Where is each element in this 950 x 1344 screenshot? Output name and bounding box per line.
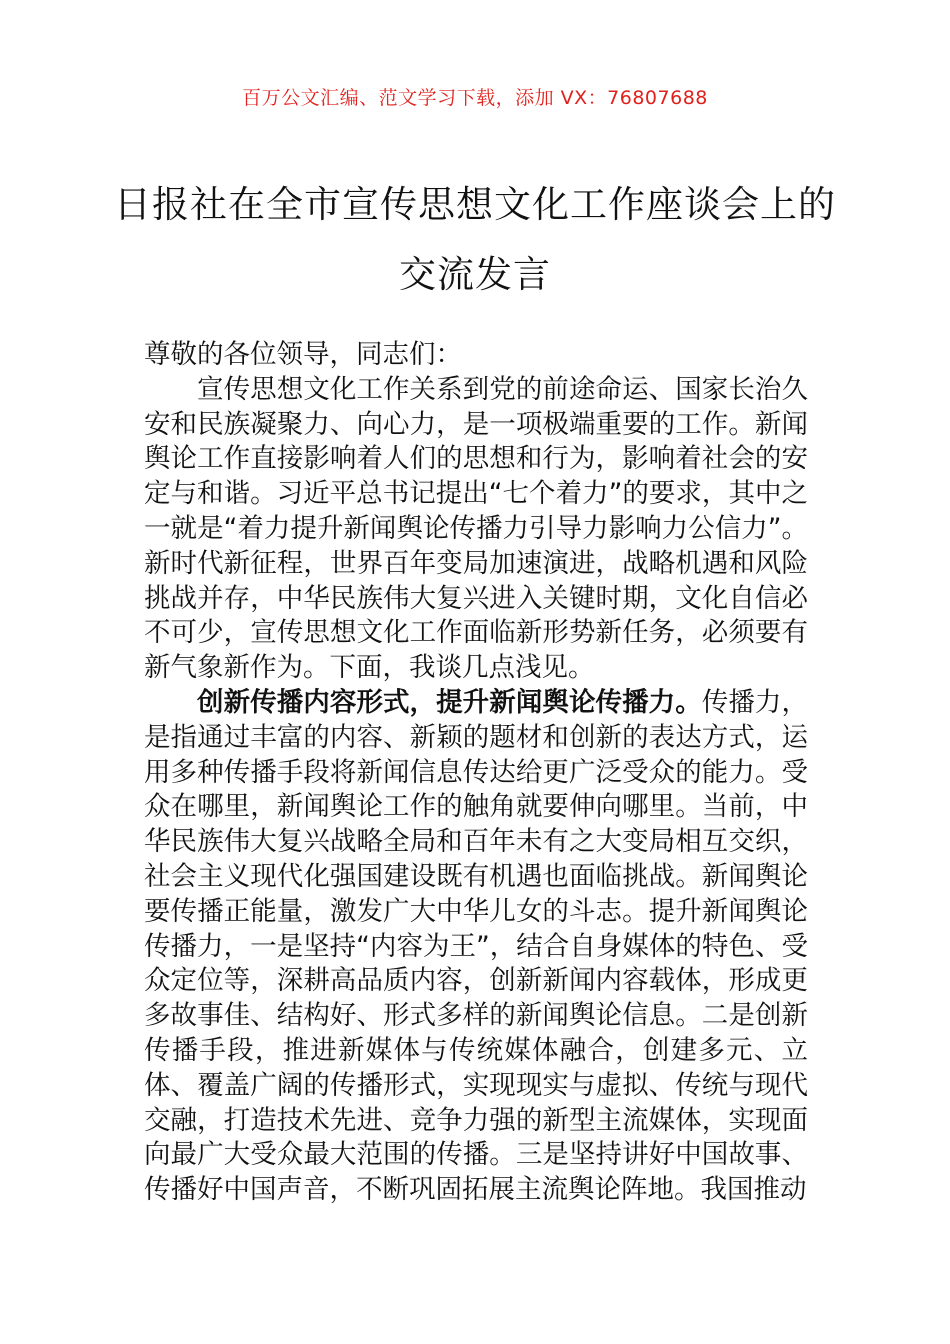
salutation: 尊敬的各位领导，同志们： (144, 339, 462, 370)
document-body (144, 338, 808, 1208)
paragraph-1 (144, 373, 808, 686)
paragraph-1-text: 宣传思想文化工作关系到党的前途命运、国家长治久安和民族凝聚力、向心力，是一项极端重要的工作。新闻舆论工作直接影响着人们的思想和行为，影响着社会的安定与和谐。习近平总书记提出“七个着力”的要求，其中之一就是“着力提升新闻舆论传播力引导力影响力公信力”。新时代新征程，世界百年变局加速演进，战略机遇和风险挑战并存，中华民族伟大复兴进入关键时期，文化自信必不可少，宣传思想文化工作面临新形势新任务，必须要有新气象新作为。下面，我谈几点浅见。 (144, 373, 808, 684)
header-note: 百万公文汇编、范文学习下载，添加 VX：76807688 (242, 87, 708, 109)
paragraph-2 (144, 686, 808, 1208)
paragraph-2-text: 传播力，是指通过丰富的内容、新颖的题材和创新的表达方式，运用多种传播手段将新闻信息传达给更广泛受众的能力。受众在哪里，新闻舆论工作的触角就要伸向哪里。当前，中华民族伟大复兴战略全局和百年未有之大变局相互交织，社会主义现代化强国建设既有机遇也面临挑战。新闻舆论要传播正能量，激发广大中华儿女的斗志。提升新闻舆论传播力，一是坚持“内容为王”，结合自身媒体的特色、受众定位等，深耕高品质内容，创新新闻内容载体，形成更多故事佳、结构好、形式多样的新闻舆论信息。二是创新传播手段，推进新媒体与传统媒体融合，创建多元、立体、覆盖广阔的传播形式，实现现实与虚拟、传统与现代交融，打造技术先进、竞争力强的新型主流媒体，实现面向最广大受众最大范围的传播。三是坚持讲好中国故事、传播好中国声音，不断巩固拓展主流舆论阵地。我国推动 (144, 686, 809, 1206)
paragraph-2-lead: 创新传播内容形式，提升新闻舆论传播力。 (197, 686, 702, 718)
page-title: 日报社在全市宣传思想文化工作座谈会上的交流发言 (114, 183, 836, 296)
